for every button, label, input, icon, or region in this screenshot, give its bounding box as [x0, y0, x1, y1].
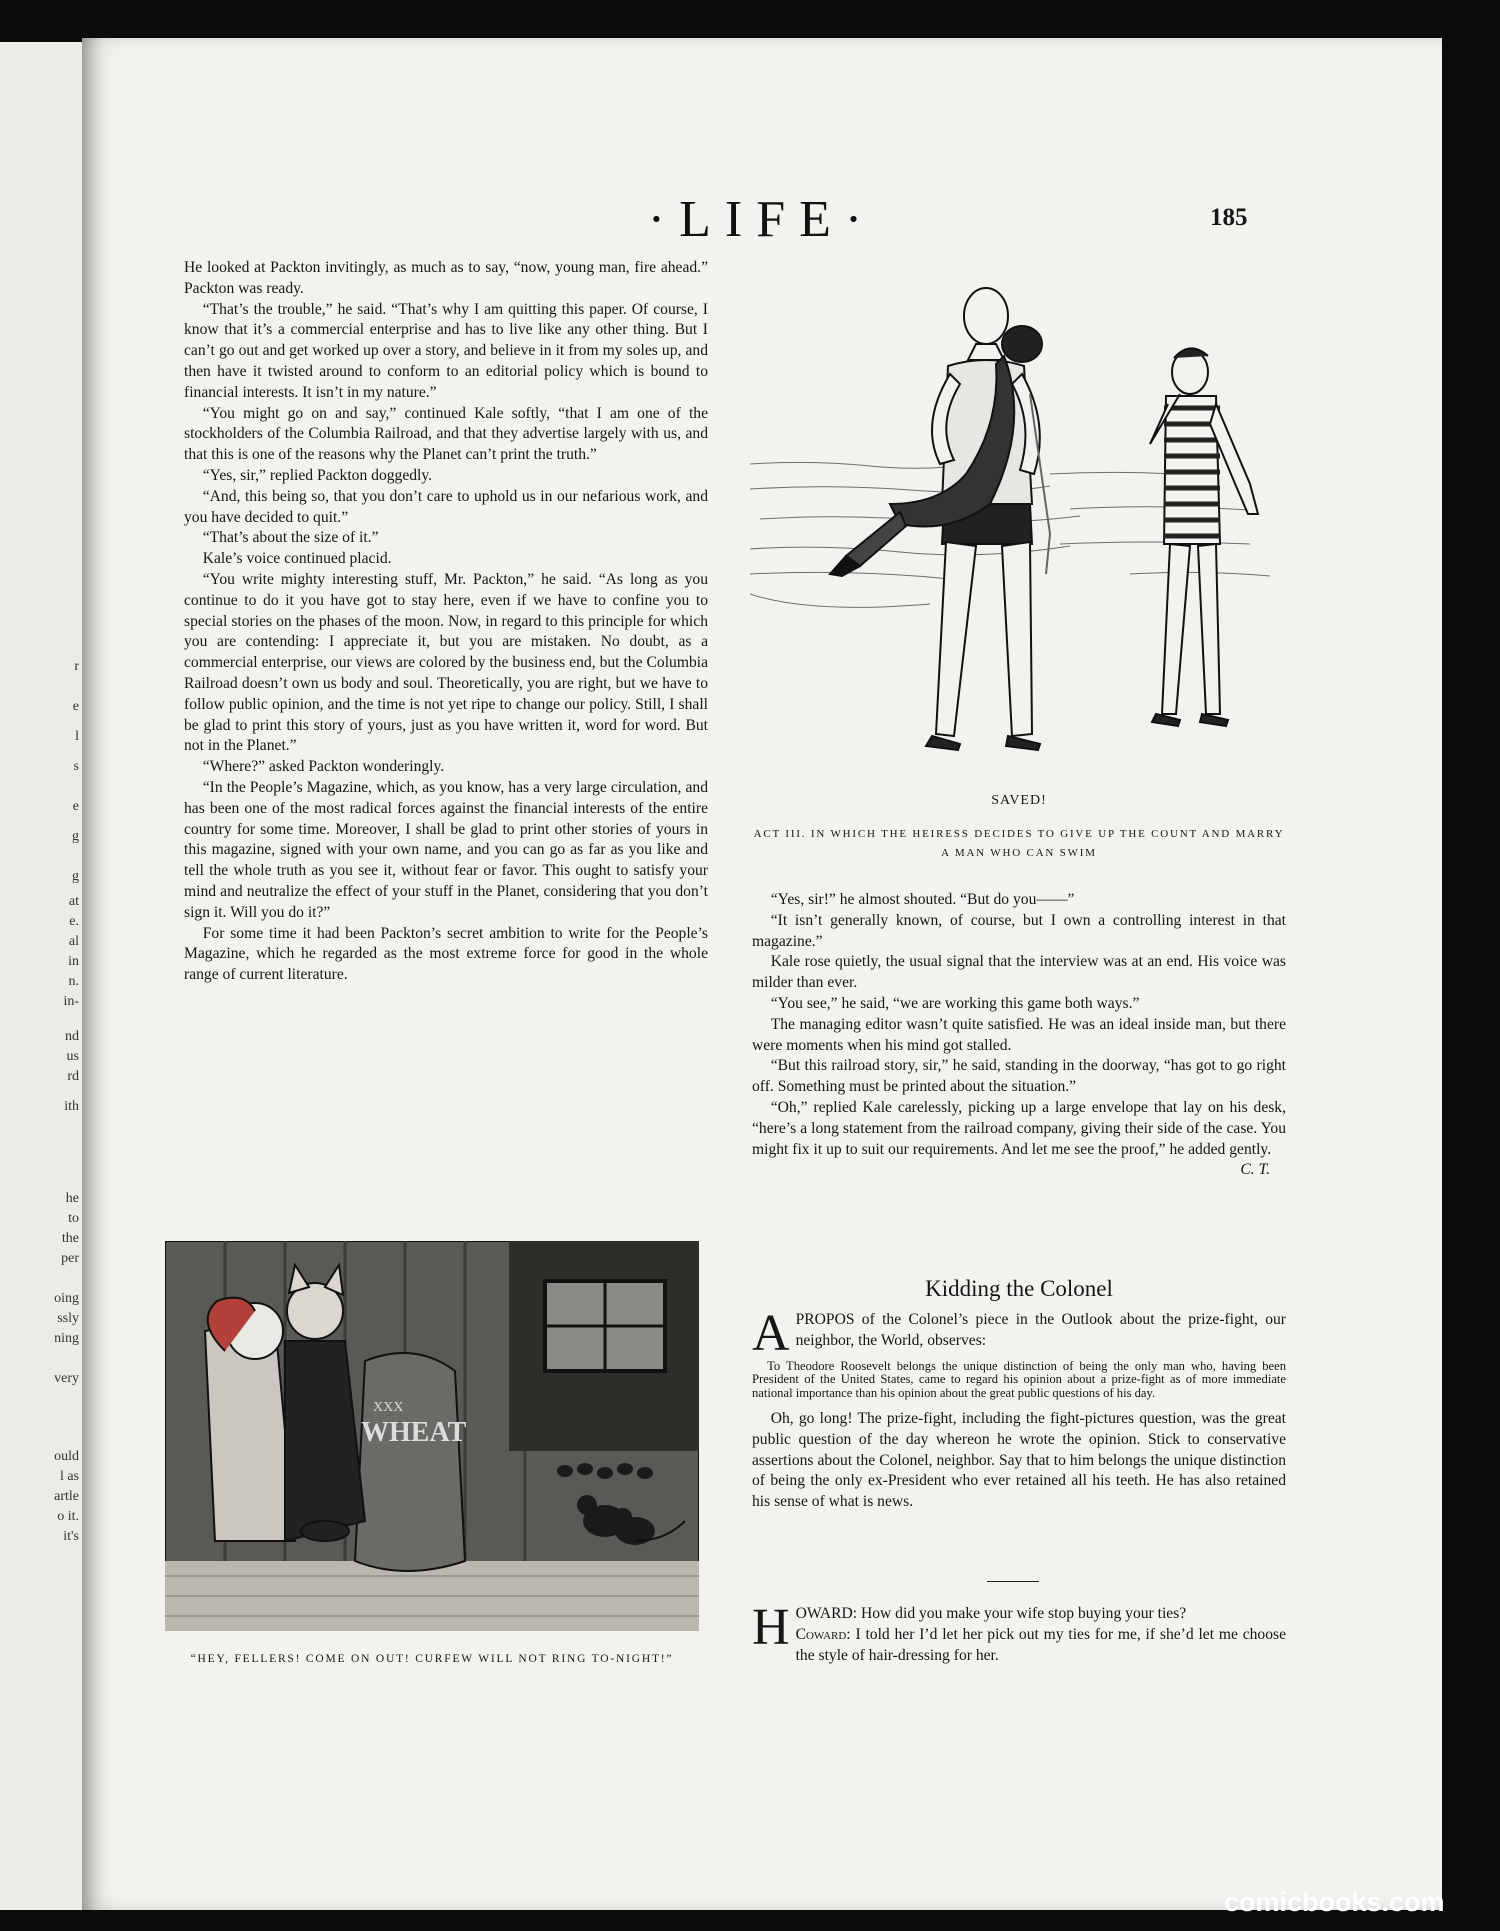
story-paragraph: “Where?” asked Packton wonderingly.: [202, 758, 445, 776]
story-paragraph: The managing editor wasn’t quite satisfied. He was an ideal inside man, but there were moments when his mind got stalled.: [752, 1015, 1286, 1054]
story-paragraph: “Yes, sir,” replied Packton doggedly.: [202, 466, 433, 484]
howard-dropcap: H: [752, 1599, 790, 1656]
story-paragraph: He looked at Packton invitingly, as much as to say, “now, young man, fire ahead.” Packton was ready.: [184, 259, 708, 297]
facing-page-fragment: r: [74, 659, 79, 674]
facing-page-fragment: rd: [67, 1069, 79, 1084]
howard-line-2: I told her I’d let her pick out my ties for me, if she’d let me choose the style of hair-dressing for her.: [795, 1625, 1286, 1664]
facing-page-fragment: in-: [63, 994, 79, 1009]
facing-page-fragment: very: [54, 1371, 79, 1386]
howard-joke: [752, 1599, 1286, 1666]
story-paragraph: “You write mighty interesting stuff, Mr. Packton,” he said. “As long as you continue to do it you have got to stay here, even if we have to confine you to special stories on the phases of the moon. Now, in regard to this principle for which you are contending: I appreciate it, but you are mistaken. No doubt, as a commercial enterprise, our views are colored by the business end, but the Columbia Railroad doesn’t own us body and soul. Theoretically, you are right, but we have to follow public opinion, and the time is not yet ripe to change our policy. Still, I shall be glad to print this story of yours, just as you have written it, word for word. But not in the Planet.”: [184, 570, 708, 755]
facing-page-edge: [0, 42, 85, 1910]
kidding-body-text: Oh, go long! The prize-fight, including the fight-pictures question, was the great public question of the day whereon he wrote the opinion. Stick to conservative assertions about the Colonel, neighbor. Say that to him belongs the unique distinction of being the only ex-President who ever retained all his teeth. He has also retained his sense of what is news.: [752, 1409, 1286, 1511]
story-paragraph: Kale rose quietly, the usual signal that the interview was at an end. His voice was milder than ever.: [752, 953, 1286, 992]
facing-page-fragment: oing: [54, 1291, 79, 1306]
watermark: comicbooks.com: [1224, 1887, 1445, 1917]
story-paragraph: “Yes, sir!” he almost shouted. “But do you——”: [770, 891, 1075, 908]
story-left-column: [184, 258, 708, 986]
story-paragraph: “And, this being so, that you don’t care to uphold us in our nefarious work, and you have decided to quit.”: [184, 487, 708, 526]
kidding-article: [752, 1305, 1286, 1513]
story-paragraph: “It isn’t generally known, of course, but I own a controlling interest in that magazine.”: [752, 911, 1286, 950]
kidding-intro: PROPOS of the Colonel’s piece in the Outlook about the prize-fight, our neighbor, the World, observes:: [795, 1311, 1286, 1349]
facing-page-fragment: to: [68, 1211, 79, 1226]
howard-speaker-2: Coward:: [795, 1625, 851, 1643]
story-paragraph: “That’s about the size of it.”: [202, 529, 379, 547]
facing-page-fragment: ssly: [57, 1311, 79, 1326]
facing-page-fragment: nd: [65, 1029, 79, 1044]
story-paragraph: “You might go on and say,” continued Kale softly, “that I am one of the stockholders of the Columbia Railroad, and that they advertise largely with us, and that this is one of the reasons why the Planet can’t print the truth.”: [184, 404, 708, 464]
facing-page-fragment: per: [61, 1251, 79, 1266]
kidding-title: Kidding the Colonel: [925, 1276, 1113, 1301]
cats-cartoon-caption: “HEY, FELLERS! COME ON OUT! CURFEW WILL NOT RING TO-NIGHT!”: [190, 1653, 674, 1665]
facing-page-fragment: at: [68, 894, 79, 909]
facing-page-fragment: he: [65, 1191, 79, 1206]
story-paragraph: “In the People’s Magazine, which, as you know, has a very large circulation, and has been one of the most radical forces against the financial interests of the entire country for some time. Moreover, I shall be glad to print other stories of yours in this magazine, signed with your own name, and you can go as far as you like and tell the whole truth as you see it, without fear or favor. This ought to satisfy your mind and neutralize the effect of your stuff in the Planet, considering that you don’t sign it. Will you do it?”: [184, 778, 708, 921]
facing-page-fragment: ith: [64, 1099, 79, 1114]
saved-cartoon: [750, 274, 1270, 774]
facing-page-fragment: l: [75, 729, 79, 744]
facing-page-fragment: ning: [54, 1331, 79, 1346]
story-paragraph: “You see,” he said, “we are working this game both ways.”: [770, 994, 1140, 1012]
story-right-column: [752, 890, 1286, 1181]
facing-page-fragment: al: [68, 934, 79, 949]
facing-page-fragment: ould: [54, 1449, 79, 1464]
facing-page-fragment: l as: [59, 1469, 79, 1484]
facing-page-fragment: us: [66, 1049, 79, 1064]
sack-label: XXX: [373, 1400, 404, 1415]
story-paragraph: For some time it had been Packton’s secret ambition to write for the People’s Magazine, which he regarded as the most extreme force for good in the whole range of current literature.: [184, 924, 708, 984]
facing-page-fragment: s: [73, 759, 79, 774]
kidding-quote: To Theodore Roosevelt belongs the unique distinction of being the only man who, having been President of the United States, came to regard his opinion about a prize-fight as of more immediate national importance than his opinion about the great public questions of his day.: [752, 1358, 1286, 1401]
facing-page-fragment: the: [61, 1231, 79, 1246]
saved-cartoon-caption: ACT III. IN WHICH THE HEIRESS DECIDES TO GIVE UP THE COUNT AND MARRY A MAN WHO CAN SWIM: [753, 828, 1285, 859]
sack-label-wheat: WHEAT: [361, 1417, 467, 1448]
story-paragraph: [752, 1098, 1286, 1179]
facing-page-fragment: o it.: [57, 1509, 79, 1524]
cats-cartoon: [165, 1241, 699, 1631]
story-paragraph: Kale’s voice continued placid.: [202, 550, 392, 568]
story-paragraph: “But this railroad story, sir,” he said, standing in the doorway, “has got to go right off. Something must be printed about the situation.”: [752, 1057, 1286, 1096]
facing-page-fragment: g: [72, 869, 79, 884]
story-paragraph: “That’s the trouble,” he said. “That’s why I am quitting this paper. Of course, I know that it’s a commercial enterprise and has to live like any other thing. But I can’t go out and get worked up over a story, and believe in it from my soles up, and then have it twisted around to conform to an editorial policy which is bound to financial interests. It isn’t in my nature.”: [184, 300, 708, 401]
page-number: 185: [1210, 204, 1248, 231]
magazine-page: [82, 38, 1442, 1910]
howard-line-1: OWARD: How did you make your wife stop buying your ties?: [795, 1605, 1187, 1622]
facing-page-fragment: it's: [63, 1529, 79, 1544]
saved-cartoon-title: SAVED!: [991, 793, 1047, 808]
facing-page-fragment: artle: [54, 1489, 79, 1504]
author-signature: C. T.: [1240, 1161, 1270, 1179]
section-divider: [987, 1581, 1039, 1582]
facing-page-fragment: e: [72, 699, 79, 714]
facing-page-fragment: in: [68, 954, 79, 969]
kidding-dropcap: A: [752, 1305, 790, 1362]
story-paragraph-text: “Oh,” replied Kale carelessly, picking up a large envelope that lay on his desk, “here’s a long statement from the railroad company, giving their side of the case. You might fix it up to suit our requirements. And let me see the proof,” he added gently.: [752, 1098, 1286, 1158]
masthead: ·LIFE·: [647, 191, 877, 248]
facing-page-fragment: g: [72, 829, 79, 844]
facing-page-fragment: e: [72, 799, 79, 814]
facing-page-fragment: e.: [69, 914, 79, 929]
facing-page-fragment: n.: [68, 974, 79, 989]
